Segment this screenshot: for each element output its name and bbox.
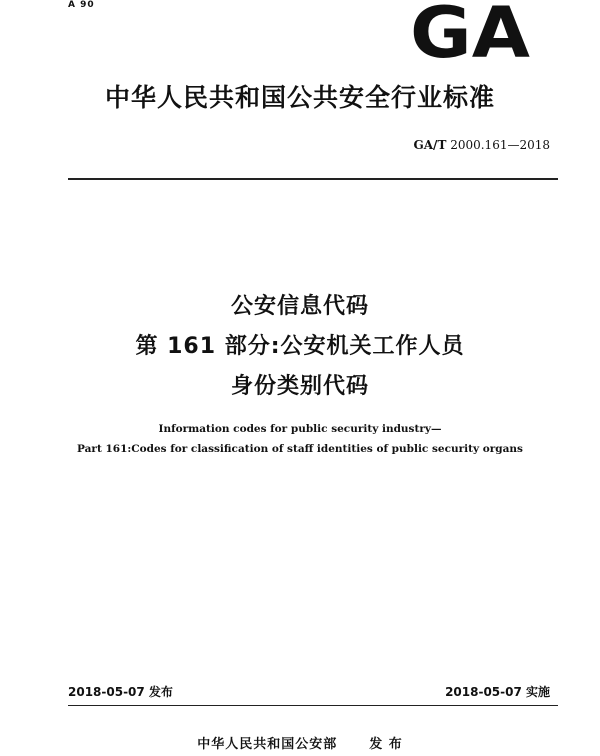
ga-logo (408, 2, 532, 60)
standard-code (414, 138, 551, 152)
issuer-name: 中华人民共和国公安部 (197, 737, 338, 752)
ics-code: A 90 (68, 0, 95, 10)
code-prefix: GA/T (413, 138, 447, 152)
code-number: 2000.161—2018 (450, 138, 550, 152)
header-divider (68, 178, 558, 180)
title-cn-line-3: 身份类别代码 (230, 374, 369, 399)
title-en-line-2: Part 161:Codes for classification of staff identities of public security organs (77, 443, 523, 455)
standard-name: 中华人民共和国公共安全行业标准 (104, 83, 495, 112)
title-cn-line-2: 第 161 部分:公安机关工作人员 (135, 334, 465, 359)
implementation-date: 2018-05-07 实施 (445, 685, 550, 699)
title-en-line-1: Information codes for public security industry— (158, 423, 442, 435)
issue-action: 发 布 (369, 737, 403, 752)
issuer-line (0, 733, 600, 752)
logo-text: GA (410, 2, 530, 60)
issue-date: 2018-05-07 发布 (68, 685, 173, 699)
footer-divider (68, 705, 558, 706)
title-cn-line-1: 公安信息代码 (230, 294, 369, 319)
